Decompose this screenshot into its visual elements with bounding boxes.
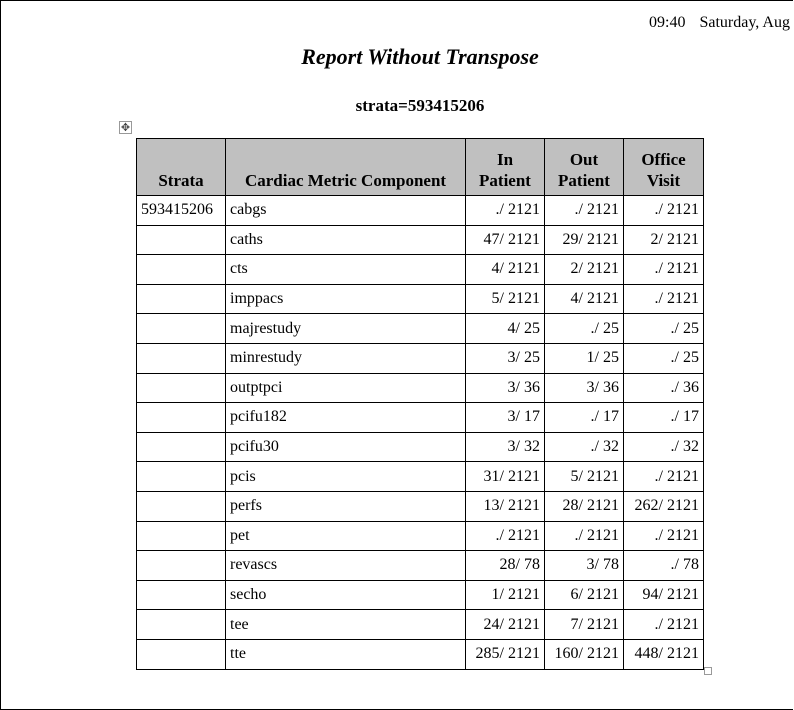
cell-metric: pcifu182: [226, 403, 466, 433]
cell-office-visit: 262/ 2121: [624, 491, 704, 521]
cell-metric: minrestudy: [226, 343, 466, 373]
cell-out-patient: 6/ 2121: [545, 580, 624, 610]
cell-office-visit: ./ 2121: [624, 521, 704, 551]
cell-strata: [137, 373, 226, 403]
cell-out-patient: 3/ 36: [545, 373, 624, 403]
cell-metric: outptpci: [226, 373, 466, 403]
table-row: [137, 373, 704, 403]
cell-in-patient: 31/ 2121: [466, 462, 545, 492]
table-row: [137, 196, 704, 226]
col-header-in-patient: In Patient: [466, 139, 545, 196]
cell-in-patient: 3/ 36: [466, 373, 545, 403]
cell-in-patient: ./ 2121: [466, 521, 545, 551]
cell-out-patient: ./ 17: [545, 403, 624, 433]
table-row: [137, 432, 704, 462]
cell-office-visit: ./ 78: [624, 551, 704, 581]
table-row: [137, 255, 704, 285]
cell-out-patient: 160/ 2121: [545, 639, 624, 669]
cell-strata: [137, 225, 226, 255]
cell-metric: majrestudy: [226, 314, 466, 344]
cell-in-patient: 4/ 25: [466, 314, 545, 344]
cell-office-visit: 448/ 2121: [624, 639, 704, 669]
cell-in-patient: 1/ 2121: [466, 580, 545, 610]
cell-strata: [137, 432, 226, 462]
cell-in-patient: 47/ 2121: [466, 225, 545, 255]
cell-metric: revascs: [226, 551, 466, 581]
cell-metric: caths: [226, 225, 466, 255]
cell-in-patient: 3/ 32: [466, 432, 545, 462]
cell-metric: cts: [226, 255, 466, 285]
cell-in-patient: 285/ 2121: [466, 639, 545, 669]
cell-strata: 593415206: [137, 196, 226, 226]
table-row: [137, 403, 704, 433]
cell-metric: secho: [226, 580, 466, 610]
cell-strata: [137, 521, 226, 551]
cell-office-visit: ./ 2121: [624, 255, 704, 285]
cell-metric: pet: [226, 521, 466, 551]
table-row: [137, 462, 704, 492]
cell-office-visit: ./ 17: [624, 403, 704, 433]
cell-office-visit: ./ 2121: [624, 610, 704, 640]
cell-metric: cabgs: [226, 196, 466, 226]
cell-office-visit: ./ 2121: [624, 196, 704, 226]
cell-office-visit: ./ 32: [624, 432, 704, 462]
cell-in-patient: 4/ 2121: [466, 255, 545, 285]
cell-metric: tee: [226, 610, 466, 640]
cell-strata: [137, 610, 226, 640]
col-header-out-patient: Out Patient: [545, 139, 624, 196]
cell-in-patient: 24/ 2121: [466, 610, 545, 640]
table-row: [137, 521, 704, 551]
resize-square-icon[interactable]: [704, 667, 712, 675]
table-row: [137, 580, 704, 610]
cell-out-patient: ./ 32: [545, 432, 624, 462]
table-row: [137, 491, 704, 521]
cell-metric: imppacs: [226, 284, 466, 314]
cell-out-patient: 29/ 2121: [545, 225, 624, 255]
cell-in-patient: ./ 2121: [466, 196, 545, 226]
col-header-office-visit: Office Visit: [624, 139, 704, 196]
cell-in-patient: 13/ 2121: [466, 491, 545, 521]
col-header-strata: Strata: [137, 139, 226, 196]
cell-strata: [137, 255, 226, 285]
cell-out-patient: 1/ 25: [545, 343, 624, 373]
cell-out-patient: 5/ 2121: [545, 462, 624, 492]
cell-out-patient: 7/ 2121: [545, 610, 624, 640]
cell-out-patient: 3/ 78: [545, 551, 624, 581]
cell-strata: [137, 551, 226, 581]
col-header-metric: Cardiac Metric Component: [226, 139, 466, 196]
cell-strata: [137, 284, 226, 314]
cell-strata: [137, 314, 226, 344]
move-cross-icon[interactable]: ✥: [120, 121, 131, 134]
report-time: 09:40: [649, 14, 686, 31]
cell-office-visit: ./ 2121: [624, 462, 704, 492]
cell-strata: [137, 639, 226, 669]
cell-in-patient: 5/ 2121: [466, 284, 545, 314]
cell-metric: pcifu30: [226, 432, 466, 462]
table-row: [137, 225, 704, 255]
cell-out-patient: ./ 2121: [545, 521, 624, 551]
table-row: [137, 551, 704, 581]
cell-in-patient: 28/ 78: [466, 551, 545, 581]
table-row: [137, 610, 704, 640]
cell-strata: [137, 462, 226, 492]
cell-strata: [137, 491, 226, 521]
cell-office-visit: ./ 2121: [624, 284, 704, 314]
cell-office-visit: 2/ 2121: [624, 225, 704, 255]
cell-strata: [137, 403, 226, 433]
cell-office-visit: 94/ 2121: [624, 580, 704, 610]
cell-out-patient: ./ 25: [545, 314, 624, 344]
table-row: [137, 343, 704, 373]
cell-out-patient: ./ 2121: [545, 196, 624, 226]
timestamp: [649, 14, 790, 32]
cell-strata: [137, 343, 226, 373]
report-title: Report Without Transpose: [301, 44, 539, 69]
cell-in-patient: 3/ 25: [466, 343, 545, 373]
cell-office-visit: ./ 36: [624, 373, 704, 403]
cell-out-patient: 4/ 2121: [545, 284, 624, 314]
strata-caption: strata=593415206: [355, 96, 485, 115]
cell-out-patient: 28/ 2121: [545, 491, 624, 521]
cell-strata: [137, 580, 226, 610]
report-table: [136, 138, 704, 670]
cell-metric: pcis: [226, 462, 466, 492]
table-header-row: [137, 139, 704, 196]
cell-in-patient: 3/ 17: [466, 403, 545, 433]
cell-metric: tte: [226, 639, 466, 669]
table-row: [137, 284, 704, 314]
table-row: [137, 639, 704, 669]
cell-office-visit: ./ 25: [624, 314, 704, 344]
report-date: Saturday, Aug: [699, 14, 790, 31]
table-row: [137, 314, 704, 344]
table-body: [137, 196, 704, 670]
cell-metric: perfs: [226, 491, 466, 521]
cell-out-patient: 2/ 2121: [545, 255, 624, 285]
cell-office-visit: ./ 25: [624, 343, 704, 373]
